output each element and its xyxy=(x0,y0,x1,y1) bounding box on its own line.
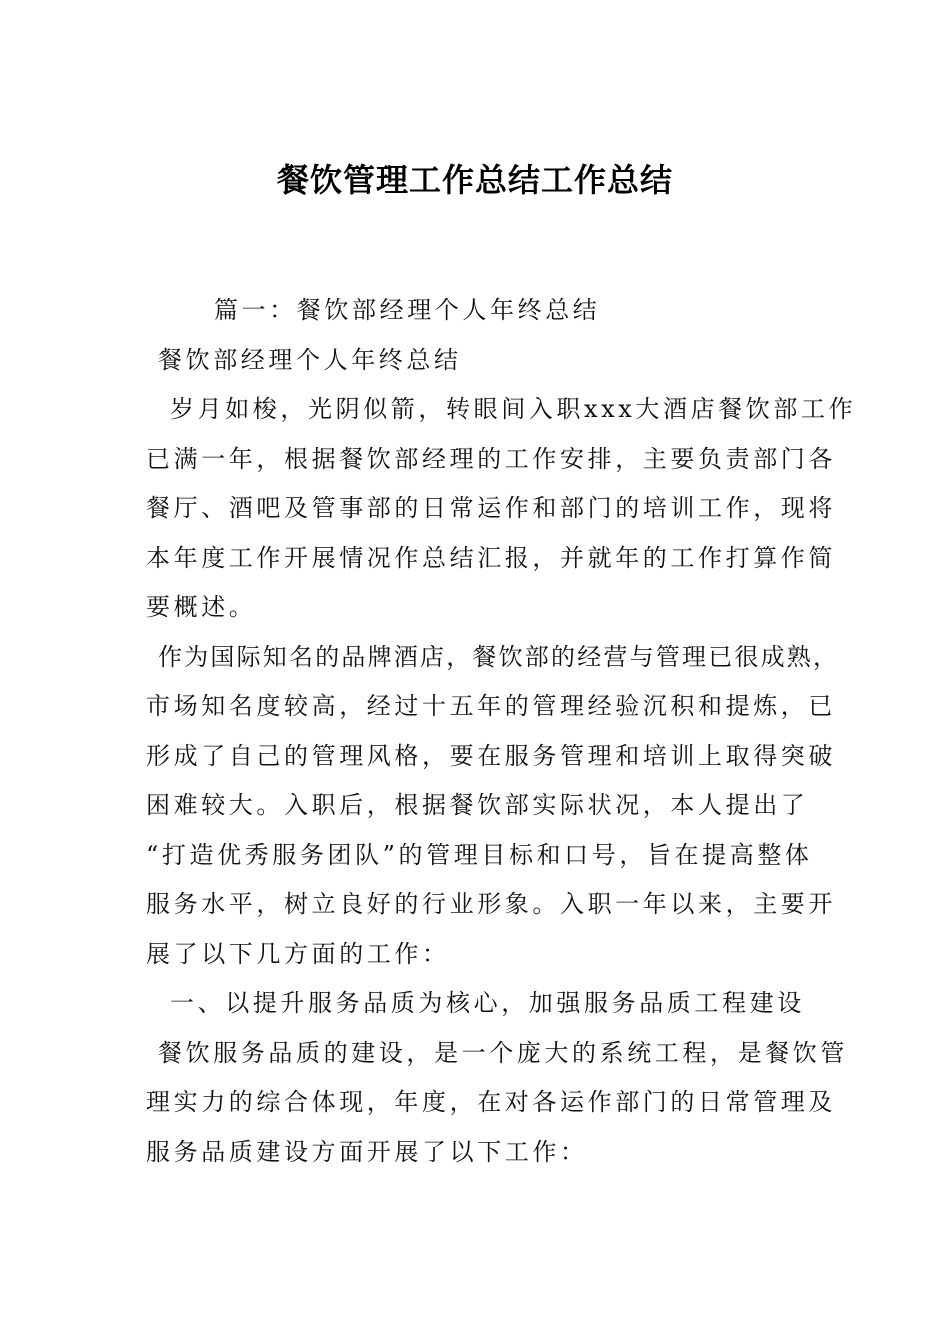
document-body xyxy=(146,286,857,1177)
paragraph-line: 餐饮服务品质的建设，是一个庞大的系统工程，是餐饮管 xyxy=(158,1038,848,1067)
paragraph-line: 要概述。 xyxy=(146,593,257,621)
numbered-heading: 一、以提升服务品质为核心，加强服务品质工程建设 xyxy=(170,989,805,1017)
paragraph-line: 困难较大。入职后，根据餐饮部实际状况，本人提出了 xyxy=(146,791,809,819)
paragraph-line: 岁月如梭，光阴似箭，转眼间入职xxx大酒店餐饮部工作 xyxy=(170,395,857,423)
paragraph-line: 本年度工作开展情况作总结汇报，并就年的工作打算作简 xyxy=(146,543,836,572)
paragraph-line: “打造优秀服务团队”的管理目标和口号，旨在提高整体 xyxy=(146,840,813,869)
paragraph-line: 餐厅、酒吧及管事部的日常运作和部门的培训工作，现将 xyxy=(146,494,836,522)
subsection-heading: 餐饮部经理个人年终总结 xyxy=(158,345,462,374)
paragraph-line: 形成了自己的管理风格，要在服务管理和培训上取得突破 xyxy=(146,741,836,770)
paragraph-line: 市场知名度较高，经过十五年的管理经验沉积和提炼，已 xyxy=(146,692,836,720)
paragraph-line: 展了以下几方面的工作： xyxy=(146,939,450,968)
paragraph-line: 服务品质建设方面开展了以下工作： xyxy=(146,1137,588,1166)
paragraph-line: 已满一年，根据餐饮部经理的工作安排，主要负责部门各 xyxy=(146,444,836,473)
paragraph-line: 作为国际知名的品牌酒店，餐饮部的经营与管理已很成熟， xyxy=(158,642,840,671)
paragraph-line: 理实力的综合体现，年度，在对各运作部门的日常管理及 xyxy=(146,1088,836,1116)
paragraph-line: 服务水平，树立良好的行业形象。入职一年以来，主要开 xyxy=(146,890,836,918)
document-title: 餐饮管理工作总结工作总结 xyxy=(276,161,673,199)
section-heading: 篇一：餐饮部经理个人年终总结 xyxy=(214,296,601,324)
